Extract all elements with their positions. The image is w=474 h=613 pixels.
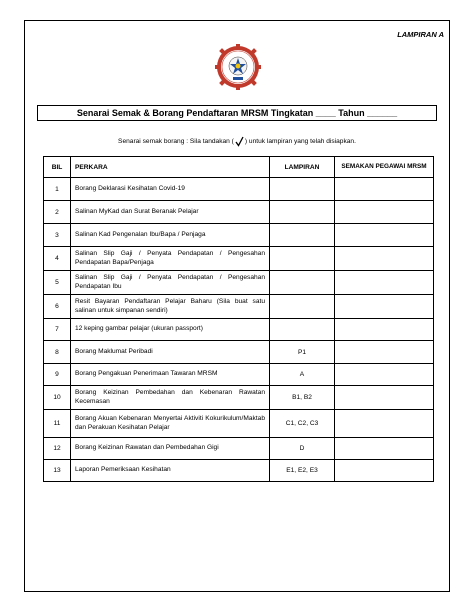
table-row: [44, 201, 434, 224]
row-bil: 1: [44, 178, 71, 201]
row-lampiran: [270, 247, 335, 271]
row-lampiran: [270, 271, 335, 295]
row-bil: 10: [44, 386, 71, 410]
row-bil: 6: [44, 295, 71, 319]
table-row: [44, 386, 434, 410]
row-bil: 12: [44, 438, 71, 460]
row-lampiran: [270, 224, 335, 247]
row-perkara: Borang Maklumat Peribadi: [71, 341, 270, 364]
row-lampiran: [270, 319, 335, 341]
row-lampiran: D: [270, 438, 335, 460]
table-row: [44, 438, 434, 460]
row-semakan-cell[interactable]: [335, 386, 434, 410]
row-lampiran: C1, C2, C3: [270, 410, 335, 438]
instruction-text-before: Senarai semak borang : Sila tandakan (: [118, 138, 234, 145]
row-semakan-cell[interactable]: [335, 295, 434, 319]
row-lampiran: [270, 295, 335, 319]
instruction-line: [0, 136, 474, 147]
row-lampiran: A: [270, 364, 335, 386]
mara-logo: [215, 44, 261, 90]
row-bil: 13: [44, 460, 71, 482]
row-perkara: Laporan Pemeriksaan Kesihatan: [71, 460, 270, 482]
row-bil: 4: [44, 247, 71, 271]
form-title: [37, 105, 437, 121]
row-bil: 9: [44, 364, 71, 386]
row-bil: 8: [44, 341, 71, 364]
row-perkara: 12 keping gambar pelajar (ukuran passport): [71, 319, 270, 341]
row-lampiran: E1, E2, E3: [270, 460, 335, 482]
table-row: [44, 410, 434, 438]
row-semakan-cell[interactable]: [335, 341, 434, 364]
row-semakan-cell[interactable]: [335, 201, 434, 224]
row-perkara: Borang Deklarasi Kesihatan Covid-19: [71, 178, 270, 201]
row-perkara: Salinan Kad Pengenalan Ibu/Bapa / Penjaga: [71, 224, 270, 247]
instruction-text-after: ) untuk lampiran yang telah disiapkan.: [244, 138, 356, 145]
row-bil: 3: [44, 224, 71, 247]
row-lampiran: [270, 201, 335, 224]
row-perkara: Borang Keizinan Pembedahan dan Kebenaran Rawatan Kecemasan: [71, 386, 270, 410]
header-semakan: SEMAKAN PEGAWAI MRSM: [335, 157, 434, 178]
row-semakan-cell[interactable]: [335, 247, 434, 271]
form-title-text: Senarai Semak & Borang Pendaftaran MRSM Tingkatan ____ Tahun ______: [76, 108, 398, 118]
header-bil: BIL: [44, 157, 71, 178]
row-perkara: Resit Bayaran Pendaftaran Pelajar Baharu (Sila buat satu salinan untuk simpanan sendiri): [71, 295, 270, 319]
checkmark-icon: [235, 136, 244, 147]
table-row: [44, 247, 434, 271]
table-row: [44, 224, 434, 247]
table-row: [44, 178, 434, 201]
row-perkara: Borang Akuan Kebenaran Menyertai Aktiviti Kokurikulum/Maktab dan Perakuan Kesihatan Pelajar: [71, 410, 270, 438]
row-perkara: Salinan MyKad dan Surat Beranak Pelajar: [71, 201, 270, 224]
table-row: [44, 341, 434, 364]
row-perkara: Salinan Slip Gaji / Penyata Pendapatan / Pengesahan Pendapatan Ibu: [71, 271, 270, 295]
table-row: [44, 295, 434, 319]
table-header-row: [44, 157, 434, 178]
table-row: [44, 319, 434, 341]
row-perkara: Borang Keizinan Rawatan dan Pembedahan Gigi: [71, 438, 270, 460]
row-semakan-cell[interactable]: [335, 438, 434, 460]
row-semakan-cell[interactable]: [335, 460, 434, 482]
row-semakan-cell[interactable]: [335, 364, 434, 386]
row-perkara: Borang Pengakuan Penerimaan Tawaran MRSM: [71, 364, 270, 386]
table-row: [44, 460, 434, 482]
row-bil: 7: [44, 319, 71, 341]
header-perkara: PERKARA: [71, 157, 270, 178]
row-lampiran: P1: [270, 341, 335, 364]
checklist-table: [43, 156, 434, 482]
header-lampiran: LAMPIRAN: [270, 157, 335, 178]
row-bil: 11: [44, 410, 71, 438]
row-semakan-cell[interactable]: [335, 410, 434, 438]
row-semakan-cell[interactable]: [335, 224, 434, 247]
table-row: [44, 364, 434, 386]
row-lampiran: [270, 178, 335, 201]
row-lampiran: B1, B2: [270, 386, 335, 410]
row-perkara: Salinan Slip Gaji / Penyata Pendapatan / Pengesahan Pendapatan Bapa/Penjaga: [71, 247, 270, 271]
lampiran-label: LAMPIRAN A: [397, 30, 444, 39]
row-semakan-cell[interactable]: [335, 271, 434, 295]
row-bil: 2: [44, 201, 71, 224]
table-row: [44, 271, 434, 295]
row-semakan-cell[interactable]: [335, 319, 434, 341]
row-bil: 5: [44, 271, 71, 295]
row-semakan-cell[interactable]: [335, 178, 434, 201]
